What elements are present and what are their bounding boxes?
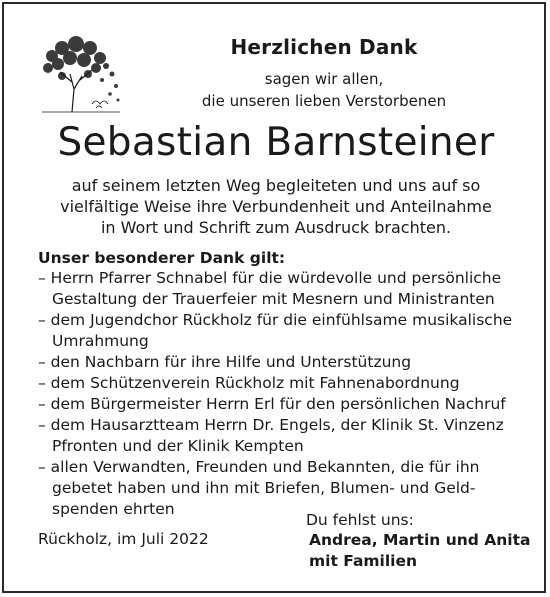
thanks-item: – dem Bürgermeister Herrn Erl für den persönlichen Nachruf [38, 395, 506, 413]
thanks-item-continued: spenden ehrten [52, 500, 175, 518]
thanks-heading: Unser besonderer Dank gilt: [38, 249, 286, 267]
gratitude-line: vielfältige Weise ihre Verbundenheit und Anteilnahme [60, 197, 492, 216]
gratitude-line: auf seinem letzten Weg begleiteten und uns auf so [71, 176, 481, 195]
thanks-item-continued: Umrahmung [52, 332, 149, 350]
thanks-item-continued: Gestaltung der Trauerfeier mit Mesnern und Ministranten [52, 290, 495, 308]
thanks-item: – den Nachbarn für ihre Hilfe und Unterstützung [38, 353, 412, 371]
thanks-item: – dem Hausarztteam Herrn Dr. Engels, der Klinik St. Vinzenz [38, 416, 504, 434]
missed-by-label: Du fehlst uns: [306, 511, 414, 529]
signature-line: mit Familien [309, 552, 418, 570]
obituary-card [2, 2, 546, 593]
thanks-item-continued: gebetet haben und ihn mit Briefen, Blumen- und Geld- [52, 479, 476, 497]
heading: Herzlichen Dank [230, 35, 418, 59]
thanks-item: – allen Verwandten, Freunden und Bekannten, die für ihn [38, 458, 480, 476]
thanks-item: – dem Schützenverein Rückholz mit Fahnenabordnung [38, 374, 460, 392]
signature-line: Andrea, Martin und Anita [309, 531, 531, 549]
place-date: Rückholz, im Juli 2022 [38, 530, 209, 548]
deceased-name: Sebastian Barnsteiner [57, 120, 495, 165]
thanks-item: – dem Jugendchor Rückholz für die einfühlsame musikalische [38, 311, 513, 329]
intro-line: sagen wir allen, [264, 70, 384, 88]
intro-line: die unseren lieben Verstorbenen [201, 92, 447, 110]
thanks-item-continued: Pfronten und der Klinik Kempten [52, 437, 304, 455]
thanks-item: – Herrn Pfarrer Schnabel für die würdevolle und persönliche [38, 269, 502, 287]
gratitude-line: in Wort und Schrift zum Ausdruck brachten. [100, 218, 452, 237]
